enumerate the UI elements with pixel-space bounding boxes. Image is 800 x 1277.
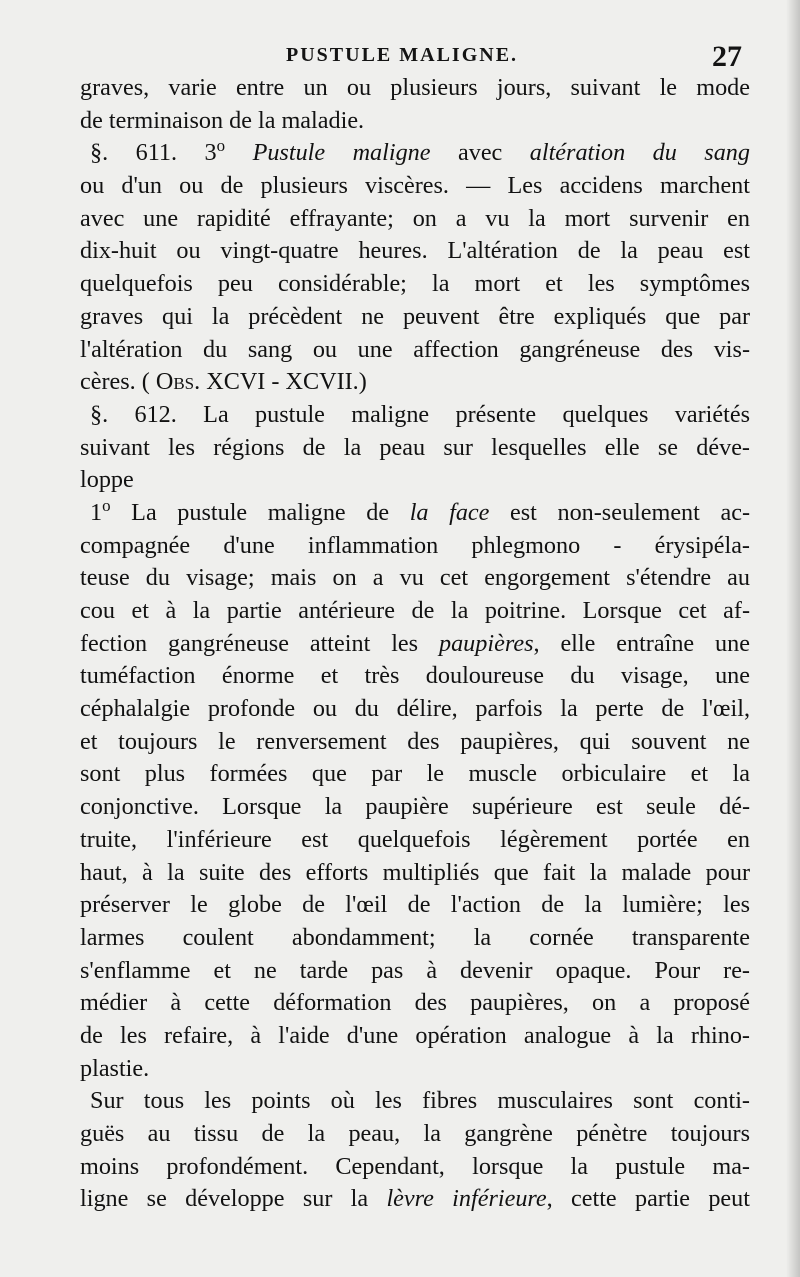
text-line bbox=[80, 1020, 750, 1053]
text-line bbox=[80, 105, 750, 138]
text-line bbox=[80, 922, 750, 955]
text-line bbox=[80, 334, 750, 367]
text-segment: XCVI - XCVII.) bbox=[200, 368, 367, 396]
text-segment: Obs. bbox=[155, 368, 201, 396]
text-line bbox=[80, 1151, 750, 1184]
text-line bbox=[80, 857, 750, 890]
text-segment: céphalalgie profonde ou du délire, parfois la perte de l'œil, bbox=[80, 695, 750, 723]
body-text bbox=[80, 72, 750, 1216]
text-segment: 1 bbox=[90, 498, 103, 526]
text-segment: compagnée d'une inflammation phlegmono - érysipéla- bbox=[80, 531, 750, 559]
text-segment: graves qui la précèdent ne peuvent être expliqués que par bbox=[80, 302, 750, 330]
text-line bbox=[80, 824, 750, 857]
text-segment: altération du sang bbox=[529, 139, 750, 167]
text-segment: lèvre inférieure bbox=[386, 1185, 547, 1213]
text-segment: s'enflamme et ne tarde pas à devenir opaque. Pour re- bbox=[80, 956, 750, 984]
text-segment: graves, varie entre un ou plusieurs jours, suivant le mode bbox=[80, 74, 750, 101]
text-segment: avec une rapidité effrayante; on a vu la mort survenir en bbox=[80, 204, 750, 232]
text-line bbox=[80, 464, 750, 497]
running-title: PUSTULE MALIGNE. bbox=[286, 44, 519, 66]
text-line bbox=[80, 1053, 750, 1086]
text-segment: plastie. bbox=[80, 1054, 150, 1082]
text-segment: o bbox=[102, 495, 111, 515]
page-number: 27 bbox=[712, 40, 742, 73]
text-line bbox=[80, 693, 750, 726]
text-segment bbox=[225, 139, 252, 166]
text-segment: haut, à la suite des efforts multipliés que fait la malade pour bbox=[80, 858, 750, 886]
text-segment: loppe bbox=[80, 466, 134, 494]
text-segment: conjonctive. Lorsque la paupière supérieure est seule dé- bbox=[80, 793, 750, 821]
text-segment: de les refaire, à l'aide d'une opération analogue à la rhino- bbox=[80, 1021, 750, 1049]
text-segment: cou et à la partie antérieure de la poitrine. Lorsque cet af- bbox=[80, 597, 750, 624]
text-segment: ou d'un ou de plusieurs viscères. — Les accidens marchent bbox=[80, 172, 750, 200]
text-segment: suivant les régions de la peau sur lesquelles elle se déve- bbox=[80, 433, 750, 461]
text-segment: préserver le globe de l'œil de l'action de la lumière; les bbox=[80, 891, 750, 919]
text-segment: est non-seulement ac- bbox=[489, 498, 750, 526]
text-segment: dix-huit ou vingt-quatre heures. L'altération de la peau est bbox=[80, 237, 750, 265]
text-segment: teuse du visage; mais on a vu cet engorgement s'étendre au bbox=[80, 564, 750, 592]
text-line bbox=[80, 660, 750, 693]
text-line bbox=[80, 1183, 750, 1216]
text-segment: o bbox=[216, 136, 226, 156]
text-line bbox=[80, 72, 750, 105]
text-line bbox=[80, 268, 750, 301]
text-segment: moins profondément. Cependant, lorsque la pustule ma- bbox=[80, 1152, 750, 1180]
text-line bbox=[80, 530, 750, 563]
text-line bbox=[80, 628, 750, 661]
text-segment: ligne se développe sur la bbox=[80, 1185, 387, 1213]
text-segment: de terminaison de la maladie. bbox=[80, 106, 365, 134]
text-line bbox=[80, 595, 750, 628]
text-line bbox=[80, 366, 750, 399]
text-line bbox=[80, 137, 750, 170]
text-segment: , elle entraîne une bbox=[533, 629, 750, 657]
text-line bbox=[80, 497, 750, 530]
text-line bbox=[80, 791, 750, 824]
text-segment: La pustule maligne de bbox=[110, 498, 410, 526]
text-segment: fection gangréneuse atteint les bbox=[80, 629, 439, 657]
text-segment: truite, l'inférieure est quelquefois légèrement portée en bbox=[80, 825, 750, 853]
text-segment: la face bbox=[409, 498, 490, 526]
text-segment: l'altération du sang ou une affection gangréneuse des vis- bbox=[80, 335, 750, 363]
text-line bbox=[80, 235, 750, 268]
text-line bbox=[80, 955, 750, 988]
text-line bbox=[80, 170, 750, 203]
text-segment: Sur tous les points où les fibres musculaires sont conti- bbox=[90, 1087, 750, 1115]
text-line bbox=[80, 1085, 750, 1118]
text-line bbox=[80, 562, 750, 595]
text-segment: tuméfaction énorme et très douloureuse du visage, une bbox=[80, 662, 750, 690]
text-line bbox=[80, 758, 750, 791]
text-segment: Pustule maligne bbox=[252, 139, 431, 167]
text-segment: paupières bbox=[438, 629, 534, 657]
text-segment: , cette partie peut bbox=[546, 1185, 750, 1213]
text-segment: §. 611. 3 bbox=[90, 139, 217, 167]
text-line bbox=[80, 203, 750, 236]
text-line bbox=[80, 889, 750, 922]
text-line bbox=[80, 432, 750, 465]
text-segment: quelquefois peu considérable; la mort et les symptômes bbox=[80, 270, 750, 298]
text-segment: avec bbox=[430, 139, 530, 167]
text-segment: guës au tissu de la peau, la gangrène pénètre toujours bbox=[80, 1120, 750, 1147]
text-segment: larmes coulent abondamment; la cornée transparente bbox=[80, 923, 750, 951]
text-line bbox=[80, 1118, 750, 1151]
text-segment: cères. ( bbox=[80, 368, 156, 396]
page-edge-shadow bbox=[786, 0, 800, 1277]
text-line bbox=[80, 726, 750, 759]
text-line bbox=[80, 301, 750, 334]
text-line bbox=[80, 399, 750, 432]
text-segment: médier à cette déformation des paupières, on a proposé bbox=[80, 989, 750, 1017]
text-segment: §. 612. La pustule maligne présente quelques variétés bbox=[90, 400, 750, 428]
text-segment: et toujours le renversement des paupières, qui souvent ne bbox=[80, 727, 750, 755]
text-line bbox=[80, 987, 750, 1020]
text-segment: sont plus formées que par le muscle orbiculaire et la bbox=[80, 760, 750, 788]
